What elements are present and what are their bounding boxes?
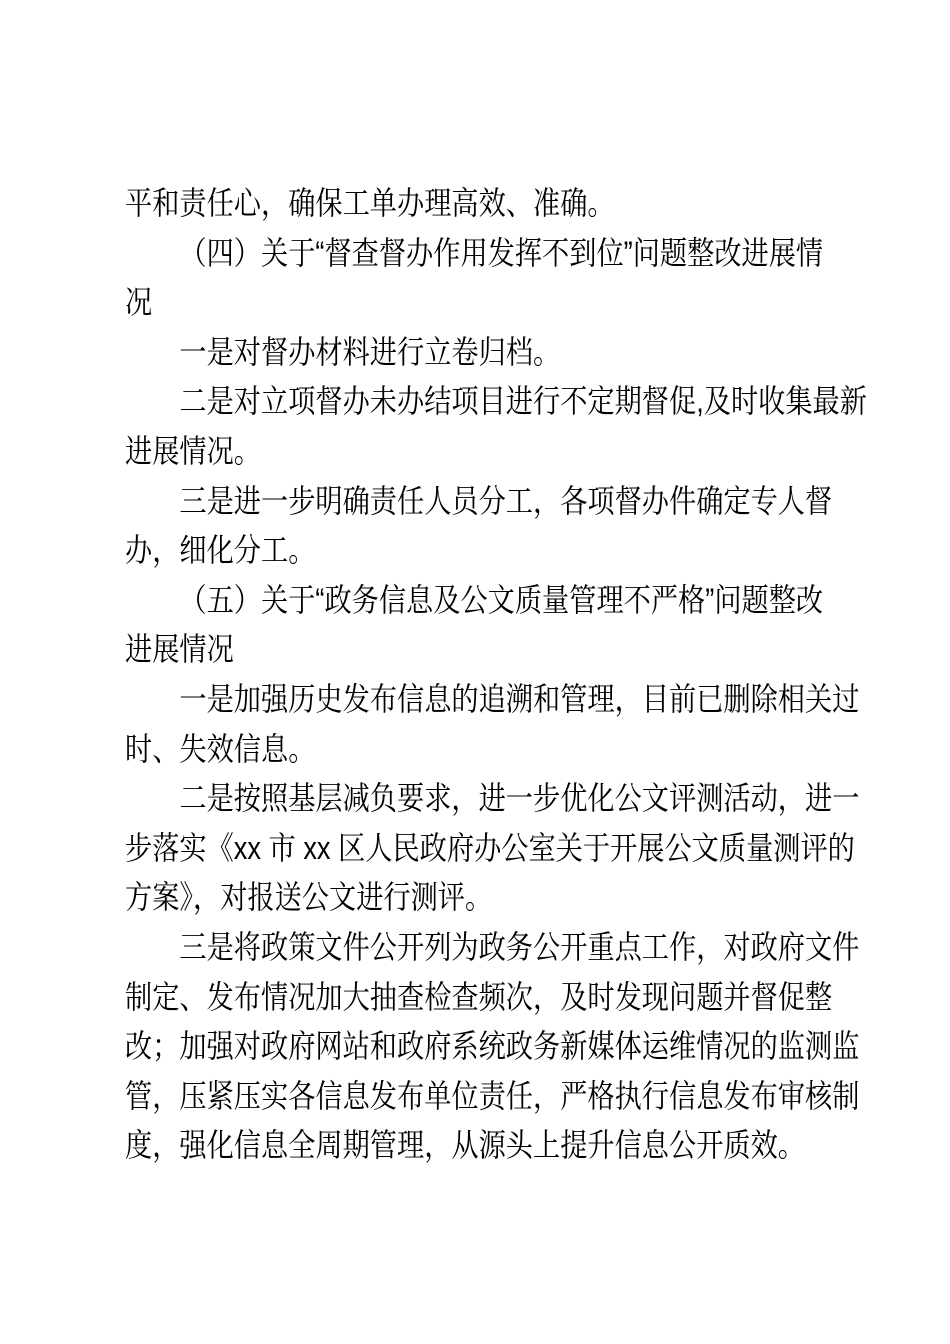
text-line: 三是进一步明确责任人员分工，各项督办件确定专人督 xyxy=(179,482,833,519)
text-line: 一是加强历史发布信息的追溯和管理，目前已删除相关过 xyxy=(179,680,860,717)
text-line-section-heading: （四）关于“督查督办作用发挥不到位”问题整改进展情 xyxy=(179,234,824,271)
text-line: 方案》，对报送公文进行测评。 xyxy=(125,879,493,916)
text-line: 管，压紧压实各信息发布单位责任，严格执行信息发布审核制 xyxy=(125,1077,860,1114)
text-line: 二是按照基层减负要求，进一步优化公文评测活动，进一 xyxy=(179,780,860,817)
text-line-section-heading: 况 xyxy=(125,284,153,321)
text-line: 改；加强对政府网站和政府系统政务新媒体运维情况的监测监 xyxy=(125,1028,860,1065)
text-line-section-heading: 进展情况 xyxy=(125,631,234,668)
text-line: 办，细化分工。 xyxy=(125,532,316,569)
text-line: 三是将政策文件公开列为政务公开重点工作，对政府文件 xyxy=(179,928,860,965)
text-line-section-heading: （五）关于“政务信息及公文质量管理不严格”问题整改 xyxy=(179,581,824,618)
text-line: 制定、发布情况加大抽查检查频次，及时发现问题并督促整 xyxy=(125,978,833,1015)
text-line: 度，强化信息全周期管理，从源头上提升信息公开质效。 xyxy=(125,1127,806,1164)
text-line: 步落实《xx 市 xx 区人民政府办公室关于开展公文质量测评的 xyxy=(125,829,855,866)
document-body xyxy=(125,179,895,1171)
text-line: 平和责任心，确保工单办理高效、准确。 xyxy=(125,185,615,221)
text-line: 时、失效信息。 xyxy=(125,730,316,767)
text-line: 一是对督办材料进行立卷归档。 xyxy=(179,333,561,370)
text-line: 进展情况。 xyxy=(125,432,262,469)
text-line: 二是对立项督办未办结项目进行不定期督促,及时收集最新 xyxy=(179,383,867,420)
